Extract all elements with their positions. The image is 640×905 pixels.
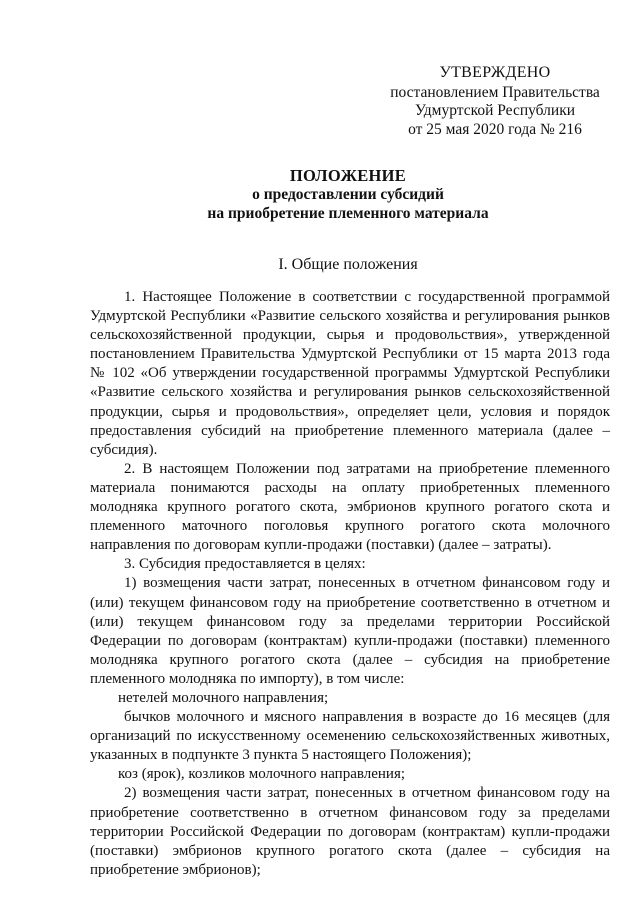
subitem-heifers: нетелей молочного направления; xyxy=(118,689,329,706)
approval-block xyxy=(376,64,614,139)
document-title xyxy=(80,166,616,223)
approval-line-1: постановлением Правительства xyxy=(390,83,600,101)
subitem-1: 1) возмещения части затрат, понесенных в отчетном финансовом году и (или) текущем финансовом году на приобретение соответственно в отчетном и (или) текущем финансовом году за пределами территории Российской Федерации по договорам (контрактам) купли-продажи (поставки) племенного молодняка крупного рогатого скота (далее – субсидия на приобретение племенного молодняка по импорту), в том числе: xyxy=(90,575,610,687)
subitem-bulls: бычков молочного и мясного направления в возрасте до 16 месяцев (для организаций по искусственному осеменению сельскохозяйственных животных, указанных в подпункте 3 пункта 5 настоящего Положения); xyxy=(90,709,610,764)
document-body xyxy=(90,288,610,880)
approval-line-3: от 25 мая 2020 года № 216 xyxy=(408,120,582,138)
approval-label: УТВЕРЖДЕНО xyxy=(439,64,551,81)
paragraph-2: 2. В настоящем Положении под затратами на приобретение племенного материала понимаются расходы на оплату приобретенных племенного молодняка крупного рогатого скота, эмбрионов крупного рогатого скота и племенного маточного поголовья крупного рогатого скота молочного направления по договорам купли-продажи (поставки) (далее – затраты). xyxy=(90,460,610,554)
subitem-2: 2) возмещения части затрат, понесенных в отчетном финансовом году на приобретение соответственно в отчетном финансовом году за пределами территории Российской Федерации по договорам (контрактам) купли-продажи (поставки) эмбрионов крупного рогатого скота (далее – субсидия на приобретение эмбрионов); xyxy=(90,785,610,878)
title-line-2: о предоставлении субсидий xyxy=(252,186,444,203)
title-line-3: на приобретение племенного материала xyxy=(207,205,489,222)
paragraph-3: 3. Субсидия предоставляется в целях: xyxy=(124,556,366,573)
approval-line-2: Удмуртской Республики xyxy=(414,102,576,119)
subitem-goats: коз (ярок), козликов молочного направления; xyxy=(118,766,406,783)
section-heading: I. Общие положения xyxy=(278,256,418,273)
paragraph-1: 1. Настоящее Положение в соответствии с государственной программой Удмуртской Республики «Развитие сельского хозяйства и регулирования рынков сельскохозяйственной продукции, сырья и продовольствия», утвержденной постановлением Правительства Удмуртской Республики от 15 марта 2013 года № 102 «Об утверждении государственной программы Удмуртской Республики «Развитие сельского хозяйства и регулирования рынков сельскохозяйственной продукции, сырья и продовольствия», определяет цели, условия и порядок предоставления субсидий на приобретение племенного материала (далее – субсидия). xyxy=(90,289,610,458)
title-main: ПОЛОЖЕНИЕ xyxy=(289,166,407,185)
